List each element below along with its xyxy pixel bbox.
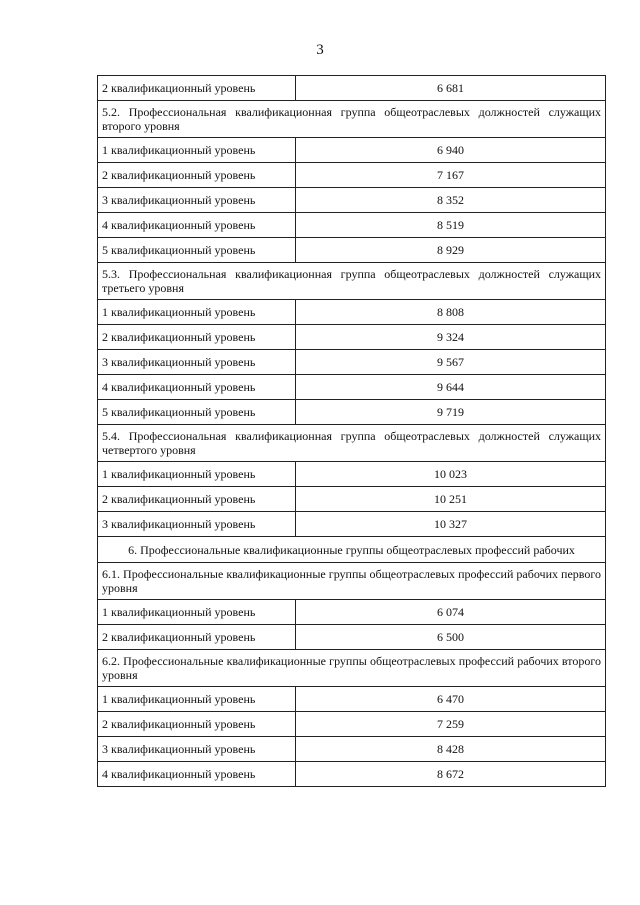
section-heading: 6. Профессиональные квалификационные группы общеотраслевых профессий рабочих	[98, 537, 606, 563]
table-row	[98, 163, 606, 188]
salary-value: 6 500	[296, 625, 606, 650]
salary-value: 7 259	[296, 712, 606, 737]
table-row	[98, 600, 606, 625]
salary-value: 8 808	[296, 300, 606, 325]
group-header: 5.4. Профессиональная квалификационная группа общеотраслевых должностей служащих четвертого уровня	[98, 425, 606, 462]
qualification-level-label: 5 квалификационный уровень	[98, 400, 296, 425]
group-header-row	[98, 563, 606, 600]
qualification-level-label: 1 квалификационный уровень	[98, 600, 296, 625]
salary-value: 9 567	[296, 350, 606, 375]
qualification-level-label: 4 квалификационный уровень	[98, 375, 296, 400]
group-header: 6.2. Профессиональные квалификационные группы общеотраслевых профессий рабочих второго уровня	[98, 650, 606, 687]
group-header: 5.3. Профессиональная квалификационная группа общеотраслевых должностей служащих третьего уровня	[98, 263, 606, 300]
salary-value: 6 940	[296, 138, 606, 163]
qualification-level-label: 5 квалификационный уровень	[98, 238, 296, 263]
qualification-level-label: 2 квалификационный уровень	[98, 163, 296, 188]
salary-value: 8 929	[296, 238, 606, 263]
salary-value: 6 470	[296, 687, 606, 712]
group-header-row	[98, 425, 606, 462]
salary-value: 8 352	[296, 188, 606, 213]
qualification-level-label: 2 квалификационный уровень	[98, 487, 296, 512]
table-row	[98, 138, 606, 163]
table-row	[98, 400, 606, 425]
table-row	[98, 625, 606, 650]
table-row	[98, 325, 606, 350]
section-heading-row	[98, 537, 606, 563]
qualification-level-label: 3 квалификационный уровень	[98, 350, 296, 375]
table-row	[98, 762, 606, 787]
table-row	[98, 188, 606, 213]
table-row	[98, 462, 606, 487]
group-header: 6.1. Профессиональные квалификационные группы общеотраслевых профессий рабочих первого уровня	[98, 563, 606, 600]
salary-value: 6 681	[296, 76, 606, 101]
group-header: 5.2. Профессиональная квалификационная группа общеотраслевых должностей служащих второго уровня	[98, 101, 606, 138]
qualification-level-label: 4 квалификационный уровень	[98, 213, 296, 238]
table-row	[98, 737, 606, 762]
qualification-level-label: 1 квалификационный уровень	[98, 462, 296, 487]
salary-table-body	[98, 76, 606, 787]
table-row	[98, 213, 606, 238]
group-header-row	[98, 650, 606, 687]
table-row	[98, 300, 606, 325]
table-row	[98, 512, 606, 537]
table-row	[98, 687, 606, 712]
salary-value: 10 251	[296, 487, 606, 512]
salary-value: 9 324	[296, 325, 606, 350]
qualification-level-label: 1 квалификационный уровень	[98, 300, 296, 325]
group-header-row	[98, 101, 606, 138]
qualification-level-label: 1 квалификационный уровень	[98, 687, 296, 712]
qualification-level-label: 3 квалификационный уровень	[98, 737, 296, 762]
table-row	[98, 350, 606, 375]
table-row	[98, 712, 606, 737]
qualification-level-label: 4 квалификационный уровень	[98, 762, 296, 787]
salary-value: 7 167	[296, 163, 606, 188]
salary-value: 9 719	[296, 400, 606, 425]
table-row	[98, 375, 606, 400]
salary-value: 6 074	[296, 600, 606, 625]
table-row	[98, 238, 606, 263]
qualification-level-label: 3 квалификационный уровень	[98, 512, 296, 537]
qualification-level-label: 1 квалификационный уровень	[98, 138, 296, 163]
salary-value: 9 644	[296, 375, 606, 400]
page-number: 3	[316, 42, 324, 58]
qualification-level-label: 2 квалификационный уровень	[98, 625, 296, 650]
qualification-level-label: 2 квалификационный уровень	[98, 712, 296, 737]
group-header-row	[98, 263, 606, 300]
salary-value: 10 327	[296, 512, 606, 537]
salary-value: 8 519	[296, 213, 606, 238]
table-row	[98, 487, 606, 512]
qualification-level-label: 3 квалификационный уровень	[98, 188, 296, 213]
salary-value: 8 428	[296, 737, 606, 762]
table-row	[98, 76, 606, 101]
salary-value: 8 672	[296, 762, 606, 787]
qualification-level-label: 2 квалификационный уровень	[98, 325, 296, 350]
qualification-level-label: 2 квалификационный уровень	[98, 76, 296, 101]
salary-value: 10 023	[296, 462, 606, 487]
salary-table	[97, 75, 606, 787]
